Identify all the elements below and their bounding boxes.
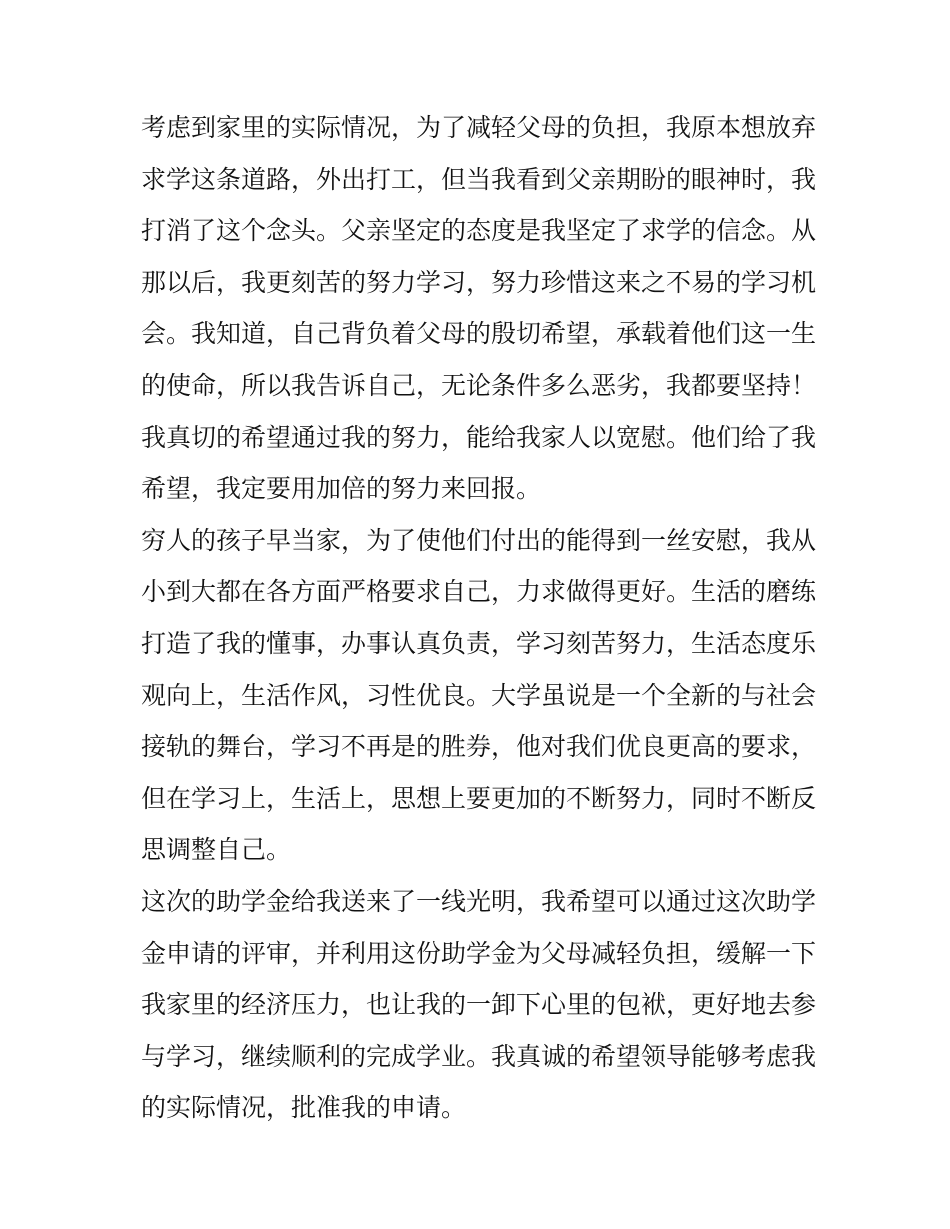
- paragraph-2: [141, 515, 831, 876]
- text-line: 金申请的评审，并利用这份助学金为父母减轻负担，缓解一下: [141, 938, 817, 968]
- text-line: 我家里的经济压力，也让我的一卸下心里的包袱，更好地去参: [141, 990, 817, 1020]
- text-line: 打造了我的懂事，办事认真负责，学习刻苦努力，生活态度乐: [141, 628, 817, 658]
- document-body: [141, 102, 831, 1134]
- text-line: 的使命，所以我告诉自己，无论条件多么恶劣，我都要坚持！: [141, 370, 817, 400]
- text-line: 考虑到家里的实际情况，为了减轻父母的负担，我原本想放弃: [141, 113, 817, 142]
- text-line: 求学这条道路，外出打工，但当我看到父亲期盼的眼神时，我: [141, 164, 817, 194]
- text-line: 但在学习上，生活上，思想上要更加的不断努力，同时不断反: [141, 783, 817, 813]
- text-line: 与学习，继续顺利的完成学业。我真诚的希望领导能够考虑我: [141, 1041, 817, 1071]
- paragraph-1: [141, 102, 831, 515]
- text-line: 穷人的孩子早当家，为了使他们付出的能得到一丝安慰，我从: [141, 525, 817, 555]
- paragraph-3: [141, 876, 831, 1134]
- text-line: 那以后，我更刻苦的努力学习，努力珍惜这来之不易的学习机: [141, 267, 817, 297]
- text-line: 这次的助学金给我送来了一线光明，我希望可以通过这次助学: [141, 886, 817, 916]
- text-line: 接轨的舞台，学习不再是的胜券，他对我们优良更高的要求，: [141, 732, 817, 762]
- text-line: 会。我知道，自己背负着父母的殷切希望，承载着他们这一生: [141, 319, 817, 349]
- text-line: 观向上，生活作风，习性优良。大学虽说是一个全新的与社会: [141, 680, 817, 710]
- text-line: 小到大都在各方面严格要求自己，力求做得更好。生活的磨练: [141, 577, 817, 607]
- text-line: 打消了这个念头。父亲坚定的态度是我坚定了求学的信念。从: [141, 216, 817, 246]
- text-line: 我真切的希望通过我的努力，能给我家人以宽慰。他们给了我: [141, 422, 817, 452]
- text-line: 希望，我定要用加倍的努力来回报。: [141, 474, 542, 504]
- text-line: 的实际情况，批准我的申请。: [141, 1093, 467, 1123]
- text-line: 思调整自己。: [141, 835, 292, 865]
